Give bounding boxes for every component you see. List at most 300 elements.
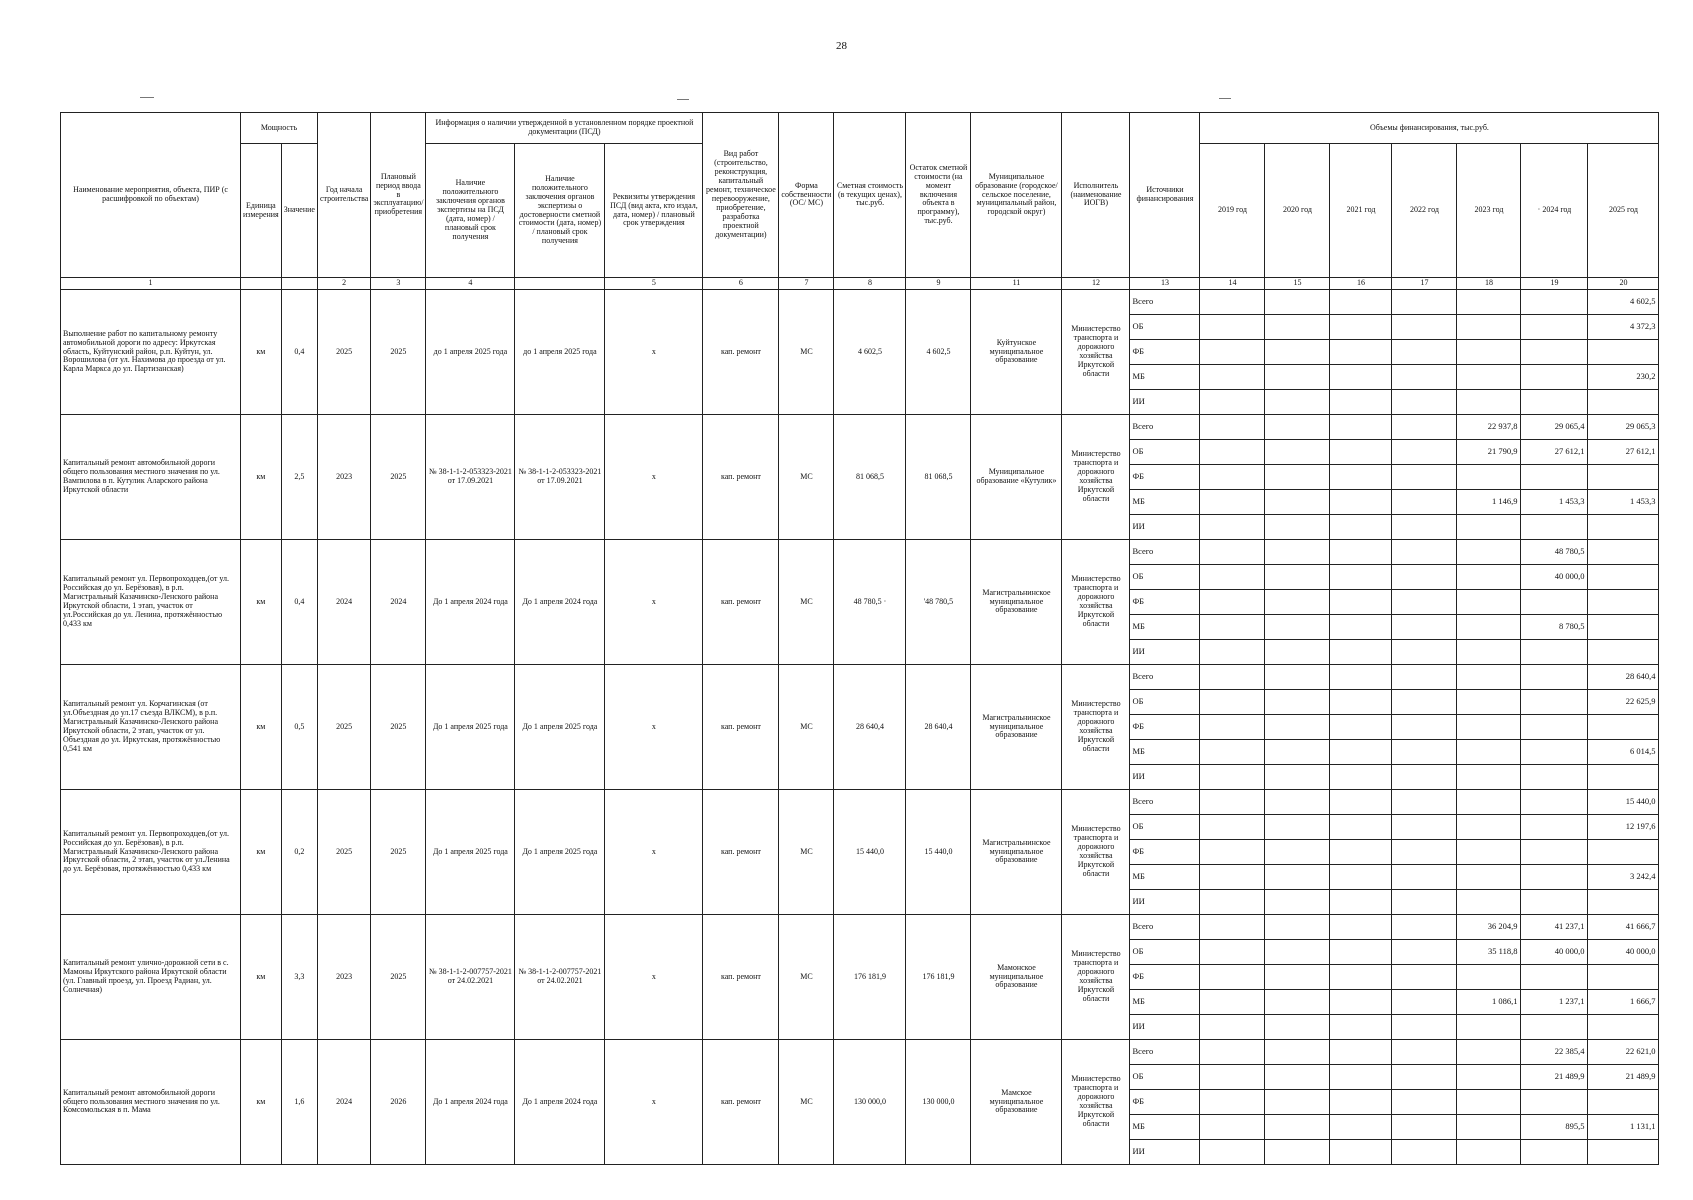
funding-value xyxy=(1588,390,1659,415)
source-label: ФБ xyxy=(1130,840,1200,865)
source-label: ФБ xyxy=(1130,965,1200,990)
column-number: 13 xyxy=(1130,278,1200,290)
funding-value xyxy=(1200,1140,1265,1165)
funding-value xyxy=(1330,440,1392,465)
funding-value xyxy=(1588,590,1659,615)
funding-value xyxy=(1265,315,1330,340)
header-psd-approval: Реквизиты утверждения ПСД (вид акта, кто издал, дата, номер) / плановый срок утверждения xyxy=(605,144,703,278)
funding-value xyxy=(1521,715,1588,740)
start-year-cell: 2023 xyxy=(317,915,370,1040)
executor-cell: Министерство транспорта и дорожного хозяйства Иркутской области xyxy=(1062,415,1130,540)
ownership-cell: МС xyxy=(779,665,834,790)
work-type-cell: кап. ремонт xyxy=(703,415,779,540)
table-body xyxy=(61,290,1659,1165)
source-label: МБ xyxy=(1130,615,1200,640)
funding-value xyxy=(1200,740,1265,765)
funding-value: 1 131,1 xyxy=(1588,1115,1659,1140)
funding-value xyxy=(1200,365,1265,390)
funding-value xyxy=(1200,515,1265,540)
funding-value xyxy=(1457,1140,1521,1165)
funding-value xyxy=(1330,490,1392,515)
header-planned-period: Плановый период ввода в эксплуатацию/приобретения xyxy=(371,113,426,278)
funding-value xyxy=(1457,515,1521,540)
funding-value xyxy=(1265,640,1330,665)
work-type-cell: кап. ремонт xyxy=(703,290,779,415)
funding-value xyxy=(1392,665,1457,690)
funding-value xyxy=(1392,765,1457,790)
header-psd-info: Информация о наличии утвержденной в установленном порядке проектной документации (ПСД) xyxy=(426,113,703,144)
funding-value xyxy=(1330,690,1392,715)
psd-reliability-cell: До 1 апреля 2024 года xyxy=(515,1040,605,1165)
header-funding: Объемы финансирования, тыс.руб. xyxy=(1200,113,1659,144)
funding-value xyxy=(1392,965,1457,990)
source-label: ИИ xyxy=(1130,765,1200,790)
funding-value xyxy=(1457,1115,1521,1140)
funding-value xyxy=(1392,515,1457,540)
funding-value xyxy=(1200,765,1265,790)
planned-period-cell: 2026 xyxy=(371,1040,426,1165)
column-number-row xyxy=(61,278,1659,290)
psd-approval-cell: х xyxy=(605,665,703,790)
source-label: ОБ xyxy=(1130,690,1200,715)
column-number: 14 xyxy=(1200,278,1265,290)
estimated-cost-cell: 130 000,0 xyxy=(834,1040,906,1165)
funding-value: 41 666,7 xyxy=(1588,915,1659,940)
municipality-cell: Муниципальное образование «Кутулик» xyxy=(971,415,1062,540)
funding-value xyxy=(1457,565,1521,590)
estimated-cost-cell: 48 780,5 · xyxy=(834,540,906,665)
column-number xyxy=(281,278,317,290)
source-label: ОБ xyxy=(1130,940,1200,965)
funding-value xyxy=(1265,1115,1330,1140)
funding-value: 21 489,9 xyxy=(1588,1065,1659,1090)
funding-value: 4 602,5 xyxy=(1588,290,1659,315)
funding-value xyxy=(1588,565,1659,590)
funding-value: 22 625,9 xyxy=(1588,690,1659,715)
funding-value xyxy=(1200,415,1265,440)
funding-value xyxy=(1457,740,1521,765)
funding-value xyxy=(1265,390,1330,415)
funding-value xyxy=(1457,1015,1521,1040)
funding-value xyxy=(1330,590,1392,615)
funding-value xyxy=(1265,565,1330,590)
funding-value xyxy=(1392,865,1457,890)
start-year-cell: 2025 xyxy=(317,665,370,790)
column-number: 4 xyxy=(426,278,515,290)
column-number: 17 xyxy=(1392,278,1457,290)
municipality-cell: Магистральнинское муниципальное образование xyxy=(971,540,1062,665)
source-label: МБ xyxy=(1130,990,1200,1015)
column-number: 2 xyxy=(317,278,370,290)
header-year: · 2024 год xyxy=(1521,144,1588,278)
start-year-cell: 2023 xyxy=(317,415,370,540)
source-label: Всего xyxy=(1130,915,1200,940)
funding-value: 12 197,6 xyxy=(1588,815,1659,840)
funding-value xyxy=(1457,340,1521,365)
funding-value xyxy=(1392,340,1457,365)
source-label: ФБ xyxy=(1130,1090,1200,1115)
executor-cell: Министерство транспорта и дорожного хозяйства Иркутской области xyxy=(1062,915,1130,1040)
planned-period-cell: 2025 xyxy=(371,665,426,790)
funding-value xyxy=(1588,965,1659,990)
funding-value xyxy=(1330,315,1392,340)
column-number: 20 xyxy=(1588,278,1659,290)
funding-value xyxy=(1265,340,1330,365)
estimated-cost-cell: 28 640,4 xyxy=(834,665,906,790)
funding-value xyxy=(1265,365,1330,390)
header-year: 2020 год xyxy=(1265,144,1330,278)
header-executor: Исполнитель (наименование ИОГВ) xyxy=(1062,113,1130,278)
funding-value xyxy=(1200,640,1265,665)
funding-value xyxy=(1330,990,1392,1015)
source-label: МБ xyxy=(1130,1115,1200,1140)
work-type-cell: кап. ремонт xyxy=(703,540,779,665)
executor-cell: Министерство транспорта и дорожного хозяйства Иркутской области xyxy=(1062,540,1130,665)
funding-value xyxy=(1265,465,1330,490)
funding-value xyxy=(1392,590,1457,615)
header-work-type: Вид работ (строительство, реконструкция, капитальный ремонт, техническое перевооружение, приобретение, разработка проектной документации) xyxy=(703,113,779,278)
psd-positive-cell: до 1 апреля 2025 года xyxy=(426,290,515,415)
funding-value xyxy=(1330,290,1392,315)
executor-cell: Министерство транспорта и дорожного хозяйства Иркутской области xyxy=(1062,1040,1130,1165)
funding-value xyxy=(1330,715,1392,740)
funding-value xyxy=(1330,940,1392,965)
funding-value: 21 489,9 xyxy=(1521,1065,1588,1090)
header-year: 2022 год xyxy=(1392,144,1457,278)
psd-approval-cell: х xyxy=(605,790,703,915)
psd-reliability-cell: До 1 апреля 2025 года xyxy=(515,665,605,790)
psd-positive-cell: До 1 апреля 2025 года xyxy=(426,790,515,915)
funding-value xyxy=(1392,690,1457,715)
funding-value xyxy=(1200,340,1265,365)
funding-value xyxy=(1200,865,1265,890)
funding-value xyxy=(1588,1015,1659,1040)
funding-value xyxy=(1588,640,1659,665)
funding-value xyxy=(1588,515,1659,540)
funding-value xyxy=(1265,815,1330,840)
executor-cell: Министерство транспорта и дорожного хозяйства Иркутской области xyxy=(1062,290,1130,415)
funding-value: 36 204,9 xyxy=(1457,915,1521,940)
funding-value xyxy=(1588,615,1659,640)
psd-positive-cell: № 38-1-1-2-053323-2021 от 17.09.2021 xyxy=(426,415,515,540)
column-number: 1 xyxy=(61,278,241,290)
funding-value xyxy=(1265,890,1330,915)
funding-value xyxy=(1265,1065,1330,1090)
funding-value xyxy=(1521,515,1588,540)
remaining-cost-cell: 81 068,5 xyxy=(906,415,971,540)
psd-positive-cell: № 38-1-1-2-007757-2021 от 24.02.2021 xyxy=(426,915,515,1040)
column-number: 9 xyxy=(906,278,971,290)
source-label: ИИ xyxy=(1130,890,1200,915)
funding-value xyxy=(1200,540,1265,565)
remaining-cost-cell: '48 780,5 xyxy=(906,540,971,665)
funding-value xyxy=(1457,290,1521,315)
psd-positive-cell: До 1 апреля 2025 года xyxy=(426,665,515,790)
funding-value xyxy=(1457,715,1521,740)
funding-value xyxy=(1330,540,1392,565)
psd-approval-cell: х xyxy=(605,290,703,415)
funding-value xyxy=(1588,465,1659,490)
column-number: 19 xyxy=(1521,278,1588,290)
psd-reliability-cell: № 38-1-1-2-053323-2021 от 17.09.2021 xyxy=(515,415,605,540)
funding-value xyxy=(1521,1140,1588,1165)
source-label: ОБ xyxy=(1130,440,1200,465)
funding-value xyxy=(1457,865,1521,890)
remaining-cost-cell: 176 181,9 xyxy=(906,915,971,1040)
funding-value xyxy=(1588,890,1659,915)
funding-value xyxy=(1521,740,1588,765)
object-name: Капитальный ремонт улично-дорожной сети в с. Мамоны Иркутского района Иркутской области (ул. Главный проезд, ул. Проезд Радиан, ул. Солнечная) xyxy=(61,915,241,1040)
funding-value xyxy=(1200,890,1265,915)
funding-value xyxy=(1330,665,1392,690)
source-label: ФБ xyxy=(1130,590,1200,615)
unit-cell: км xyxy=(241,1040,282,1165)
header-psd-positive: Наличие положительного заключения органов экспертизы на ПСД (дата, номер) / плановый срок получения xyxy=(426,144,515,278)
unit-cell: км xyxy=(241,540,282,665)
table-row xyxy=(61,1040,1659,1065)
source-label: МБ xyxy=(1130,740,1200,765)
funding-value xyxy=(1330,790,1392,815)
funding-value xyxy=(1265,740,1330,765)
funding-value xyxy=(1200,1040,1265,1065)
funding-value xyxy=(1457,815,1521,840)
estimated-cost-cell: 176 181,9 xyxy=(834,915,906,1040)
funding-value: 29 065,4 xyxy=(1521,415,1588,440)
funding-value xyxy=(1330,465,1392,490)
funding-value xyxy=(1392,390,1457,415)
funding-value xyxy=(1330,815,1392,840)
funding-value xyxy=(1330,565,1392,590)
funding-value xyxy=(1392,565,1457,590)
funding-value xyxy=(1200,990,1265,1015)
source-label: МБ xyxy=(1130,490,1200,515)
value-cell: 0,4 xyxy=(281,290,317,415)
funding-value xyxy=(1392,465,1457,490)
header-capacity: Мощность xyxy=(241,113,318,144)
unit-cell: км xyxy=(241,915,282,1040)
funding-value: 1 086,1 xyxy=(1457,990,1521,1015)
funding-value xyxy=(1265,1015,1330,1040)
header-unit: Единица измерения xyxy=(241,144,282,278)
funding-value xyxy=(1265,1140,1330,1165)
psd-approval-cell: х xyxy=(605,415,703,540)
psd-approval-cell: х xyxy=(605,1040,703,1165)
funding-value xyxy=(1392,1115,1457,1140)
funding-value xyxy=(1521,390,1588,415)
funding-value xyxy=(1521,865,1588,890)
ownership-cell: МС xyxy=(779,290,834,415)
funding-value xyxy=(1457,390,1521,415)
funding-value xyxy=(1200,840,1265,865)
column-number: 15 xyxy=(1265,278,1330,290)
funding-value: 48 780,5 xyxy=(1521,540,1588,565)
funding-value xyxy=(1330,1115,1392,1140)
funding-value xyxy=(1392,615,1457,640)
funding-value xyxy=(1265,1090,1330,1115)
source-label: МБ xyxy=(1130,865,1200,890)
value-cell: 0,4 xyxy=(281,540,317,665)
psd-positive-cell: До 1 апреля 2024 года xyxy=(426,1040,515,1165)
funding-value: 1 237,1 xyxy=(1521,990,1588,1015)
funding-value xyxy=(1265,440,1330,465)
column-number: 3 xyxy=(371,278,426,290)
funding-value xyxy=(1521,465,1588,490)
funding-value xyxy=(1200,465,1265,490)
source-label: ИИ xyxy=(1130,1140,1200,1165)
funding-value xyxy=(1457,540,1521,565)
remaining-cost-cell: 4 602,5 xyxy=(906,290,971,415)
funding-value xyxy=(1330,1040,1392,1065)
value-cell: 2,5 xyxy=(281,415,317,540)
funding-value xyxy=(1392,1015,1457,1040)
source-label: ОБ xyxy=(1130,315,1200,340)
table-row xyxy=(61,915,1659,940)
funding-value xyxy=(1200,565,1265,590)
funding-value xyxy=(1265,290,1330,315)
funding-value xyxy=(1392,915,1457,940)
funding-value xyxy=(1265,765,1330,790)
funding-value xyxy=(1457,965,1521,990)
funding-value xyxy=(1521,1015,1588,1040)
executor-cell: Министерство транспорта и дорожного хозяйства Иркутской области xyxy=(1062,790,1130,915)
funding-value xyxy=(1330,965,1392,990)
funding-value xyxy=(1200,1065,1265,1090)
municipality-cell: Куйтунское муниципальное образование xyxy=(971,290,1062,415)
funding-value xyxy=(1521,840,1588,865)
funding-value xyxy=(1330,365,1392,390)
source-label: Всего xyxy=(1130,1040,1200,1065)
funding-value xyxy=(1330,390,1392,415)
funding-value xyxy=(1457,790,1521,815)
funding-value xyxy=(1330,1065,1392,1090)
municipality-cell: Мамонское муниципальное образование xyxy=(971,915,1062,1040)
funding-value xyxy=(1330,615,1392,640)
funding-value xyxy=(1200,315,1265,340)
funding-value xyxy=(1265,590,1330,615)
funding-value xyxy=(1265,940,1330,965)
funding-value xyxy=(1457,615,1521,640)
work-type-cell: кап. ремонт xyxy=(703,1040,779,1165)
funding-value xyxy=(1200,1115,1265,1140)
funding-value xyxy=(1521,1090,1588,1115)
funding-value xyxy=(1265,690,1330,715)
funding-value xyxy=(1200,940,1265,965)
funding-value xyxy=(1200,915,1265,940)
source-label: Всего xyxy=(1130,290,1200,315)
table-row xyxy=(61,290,1659,315)
estimated-cost-cell: 81 068,5 xyxy=(834,415,906,540)
funding-value: 40 000,0 xyxy=(1521,565,1588,590)
funding-value xyxy=(1392,440,1457,465)
funding-value xyxy=(1457,890,1521,915)
funding-value xyxy=(1200,815,1265,840)
table-row xyxy=(61,540,1659,565)
object-name: Выполнение работ по капитальному ремонту автомобильной дороги по адресу: Иркутская область, Куйтунский район, р.п. Куйтун, ул. Ворошилова (от ул. Нахимова до проезда от ул. Карла Маркса до ул. Партизанская) xyxy=(61,290,241,415)
source-label: ИИ xyxy=(1130,1015,1200,1040)
executor-cell: Министерство транспорта и дорожного хозяйства Иркутской области xyxy=(1062,665,1130,790)
ownership-cell: МС xyxy=(779,540,834,665)
funding-value xyxy=(1392,315,1457,340)
value-cell: 3,3 xyxy=(281,915,317,1040)
remaining-cost-cell: 28 640,4 xyxy=(906,665,971,790)
source-label: ФБ xyxy=(1130,340,1200,365)
funding-value xyxy=(1200,615,1265,640)
table-row xyxy=(61,665,1659,690)
column-number: 6 xyxy=(703,278,779,290)
funding-value xyxy=(1200,1015,1265,1040)
planned-period-cell: 2025 xyxy=(371,790,426,915)
funding-value xyxy=(1330,765,1392,790)
funding-value xyxy=(1200,290,1265,315)
psd-approval-cell: х xyxy=(605,915,703,1040)
funding-value xyxy=(1392,290,1457,315)
object-name: Капитальный ремонт ул. Первопроходцев,(от ул. Российская до ул. Берёзовая), в р.п. Магистральный Казачинско-Ленского района Иркутской области, 2 этап, участок от ул.Ленина до ул. Берёзовая, протяжённостью 0,433 км xyxy=(61,790,241,915)
funding-value xyxy=(1200,965,1265,990)
funding-value xyxy=(1265,790,1330,815)
funding-value xyxy=(1392,840,1457,865)
funding-value xyxy=(1392,890,1457,915)
funding-value: 15 440,0 xyxy=(1588,790,1659,815)
funding-value xyxy=(1265,615,1330,640)
funding-value xyxy=(1392,1090,1457,1115)
funding-value xyxy=(1392,540,1457,565)
funding-value xyxy=(1521,790,1588,815)
funding-value: 27 612,1 xyxy=(1588,440,1659,465)
funding-value xyxy=(1392,640,1457,665)
column-number xyxy=(515,278,605,290)
unit-cell: км xyxy=(241,290,282,415)
psd-reliability-cell: До 1 апреля 2024 года xyxy=(515,540,605,665)
funding-value xyxy=(1457,690,1521,715)
funding-value: 895,5 xyxy=(1521,1115,1588,1140)
funding-value xyxy=(1330,1140,1392,1165)
ownership-cell: МС xyxy=(779,915,834,1040)
header-psd-reliability: Наличие положительного заключения органов экспертизы о достоверности сметной стоимости (дата, номер) / плановый срок получения xyxy=(515,144,605,278)
source-label: ОБ xyxy=(1130,815,1200,840)
column-number: 11 xyxy=(971,278,1062,290)
header-year: 2021 год xyxy=(1330,144,1392,278)
funding-value: 40 000,0 xyxy=(1521,940,1588,965)
object-name: Капитальный ремонт ул. Первопроходцев,(от ул. Российская до ул. Берёзовая), в р.п. Магистральный Казачинско-Ленского района Иркутской области, 1 этап, участок от ул.Российская до ул. Ленина, протяжённостью 0,433 км xyxy=(61,540,241,665)
column-number: 5 xyxy=(605,278,703,290)
funding-value xyxy=(1457,765,1521,790)
ownership-cell: МС xyxy=(779,790,834,915)
ownership-cell: МС xyxy=(779,1040,834,1165)
header-remaining-cost: Остаток сметной стоимости (на момент включения объекта в программу), тыс.руб. xyxy=(906,113,971,278)
funding-value xyxy=(1457,365,1521,390)
value-cell: 0,2 xyxy=(281,790,317,915)
source-label: ИИ xyxy=(1130,640,1200,665)
funding-value xyxy=(1392,1140,1457,1165)
funding-value: 1 666,7 xyxy=(1588,990,1659,1015)
funding-value xyxy=(1521,365,1588,390)
source-label: ОБ xyxy=(1130,1065,1200,1090)
work-type-cell: кап. ремонт xyxy=(703,790,779,915)
object-name: Капитальный ремонт автомобильной дороги общего пользования местного значения по ул. Вампилова в п. Кутулик Аларского района Иркутской области xyxy=(61,415,241,540)
remaining-cost-cell: 130 000,0 xyxy=(906,1040,971,1165)
funding-value xyxy=(1457,1090,1521,1115)
funding-value xyxy=(1330,515,1392,540)
source-label: ОБ xyxy=(1130,565,1200,590)
funding-value xyxy=(1392,490,1457,515)
funding-value xyxy=(1521,890,1588,915)
planned-period-cell: 2025 xyxy=(371,915,426,1040)
municipality-cell: Магистральнинское муниципальное образование xyxy=(971,665,1062,790)
source-label: Всего xyxy=(1130,415,1200,440)
funding-value xyxy=(1392,1040,1457,1065)
start-year-cell: 2024 xyxy=(317,540,370,665)
funding-value xyxy=(1265,840,1330,865)
